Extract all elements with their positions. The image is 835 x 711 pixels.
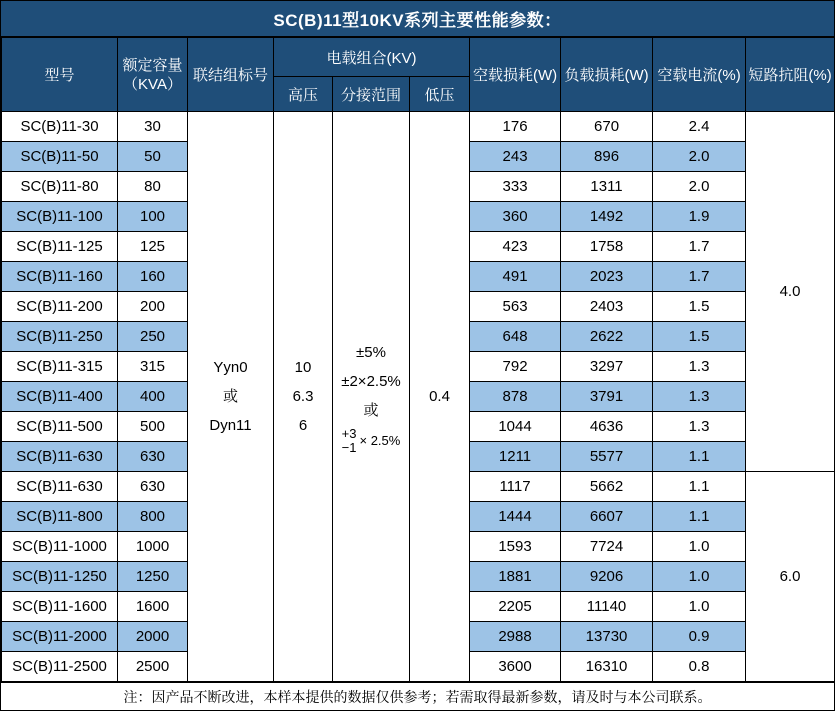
- cell-model: SC(B)11-250: [2, 322, 118, 352]
- cell-capacity: 500: [118, 412, 188, 442]
- cell-model: SC(B)11-400: [2, 382, 118, 412]
- cell-no-load-current: 1.0: [653, 532, 746, 562]
- cell-model: SC(B)11-100: [2, 202, 118, 232]
- cell-no-load-loss: 1881: [470, 562, 561, 592]
- cell-model: SC(B)11-1000: [2, 532, 118, 562]
- cell-capacity: 2000: [118, 622, 188, 652]
- cell-impedance-group2: 6.0: [746, 472, 835, 682]
- cell-capacity: 250: [118, 322, 188, 352]
- cell-capacity: 630: [118, 442, 188, 472]
- cell-model: SC(B)11-800: [2, 502, 118, 532]
- cell-no-load-current: 1.7: [653, 232, 746, 262]
- cell-model: SC(B)11-1600: [2, 592, 118, 622]
- cell-no-load-loss: 2988: [470, 622, 561, 652]
- header-voltage-combination: 电载组合(KV): [274, 38, 470, 77]
- header-tap-range: 分接范围: [333, 77, 410, 112]
- header-no-load-current: 空载电流(%): [653, 38, 746, 112]
- cell-no-load-loss: 1117: [470, 472, 561, 502]
- cell-capacity: 200: [118, 292, 188, 322]
- cell-model: SC(B)11-630: [2, 472, 118, 502]
- cell-load-loss: 1311: [561, 172, 653, 202]
- cell-no-load-current: 1.1: [653, 472, 746, 502]
- cell-connection-group: Yyn0 或 Dyn11: [188, 112, 274, 682]
- header-hv: 高压: [274, 77, 333, 112]
- cell-no-load-current: 2.4: [653, 112, 746, 142]
- cell-model: SC(B)11-315: [2, 352, 118, 382]
- page-title: SC(B)11型10KV系列主要性能参数：: [1, 1, 834, 37]
- header-connection-group: 联结组标号: [188, 38, 274, 112]
- cell-no-load-current: 2.0: [653, 172, 746, 202]
- cell-no-load-current: 2.0: [653, 142, 746, 172]
- cell-model: SC(B)11-2000: [2, 622, 118, 652]
- cell-load-loss: 6607: [561, 502, 653, 532]
- cell-no-load-loss: 491: [470, 262, 561, 292]
- cell-no-load-loss: 1593: [470, 532, 561, 562]
- cell-model: SC(B)11-50: [2, 142, 118, 172]
- cell-load-loss: 7724: [561, 532, 653, 562]
- cell-load-loss: 3297: [561, 352, 653, 382]
- cell-no-load-current: 1.0: [653, 592, 746, 622]
- cell-no-load-current: 1.3: [653, 352, 746, 382]
- cell-no-load-current: 1.5: [653, 292, 746, 322]
- cell-load-loss: 1492: [561, 202, 653, 232]
- cell-load-loss: 1758: [561, 232, 653, 262]
- cell-load-loss: 5662: [561, 472, 653, 502]
- cell-capacity: 1250: [118, 562, 188, 592]
- cell-load-loss: 11140: [561, 592, 653, 622]
- spec-table: [1, 37, 835, 682]
- cell-model: SC(B)11-1250: [2, 562, 118, 592]
- cell-load-loss: 9206: [561, 562, 653, 592]
- cell-model: SC(B)11-630: [2, 442, 118, 472]
- cell-load-loss: 670: [561, 112, 653, 142]
- cell-capacity: 100: [118, 202, 188, 232]
- cell-model: SC(B)11-80: [2, 172, 118, 202]
- cell-capacity: 50: [118, 142, 188, 172]
- cell-no-load-loss: 792: [470, 352, 561, 382]
- cell-load-loss: 4636: [561, 412, 653, 442]
- cell-model: SC(B)11-2500: [2, 652, 118, 682]
- cell-lv: 0.4: [410, 112, 470, 682]
- header-lv: 低压: [410, 77, 470, 112]
- cell-hv: 10 6.3 6: [274, 112, 333, 682]
- cell-capacity: 30: [118, 112, 188, 142]
- cell-capacity: 160: [118, 262, 188, 292]
- header-no-load-loss: 空载损耗(W): [470, 38, 561, 112]
- cell-capacity: 1600: [118, 592, 188, 622]
- cell-no-load-loss: 360: [470, 202, 561, 232]
- cell-no-load-loss: 3600: [470, 652, 561, 682]
- cell-no-load-loss: 563: [470, 292, 561, 322]
- cell-load-loss: 896: [561, 142, 653, 172]
- cell-capacity: 800: [118, 502, 188, 532]
- cell-capacity: 125: [118, 232, 188, 262]
- cell-load-loss: 3791: [561, 382, 653, 412]
- cell-no-load-loss: 1444: [470, 502, 561, 532]
- cell-load-loss: 2023: [561, 262, 653, 292]
- cell-model: SC(B)11-125: [2, 232, 118, 262]
- cell-no-load-current: 1.7: [653, 262, 746, 292]
- table-row: [2, 112, 835, 142]
- cell-load-loss: 2403: [561, 292, 653, 322]
- cell-no-load-current: 1.1: [653, 502, 746, 532]
- header-capacity: 额定容量 （KVA）: [118, 38, 188, 112]
- cell-load-loss: 16310: [561, 652, 653, 682]
- cell-capacity: 80: [118, 172, 188, 202]
- cell-no-load-loss: 243: [470, 142, 561, 172]
- cell-capacity: 315: [118, 352, 188, 382]
- cell-no-load-current: 0.9: [653, 622, 746, 652]
- cell-load-loss: 2622: [561, 322, 653, 352]
- cell-no-load-current: 1.5: [653, 322, 746, 352]
- header-load-loss: 负载损耗(W): [561, 38, 653, 112]
- cell-no-load-loss: 176: [470, 112, 561, 142]
- footer-note: 注：因产品不断改进，本样本提供的数据仅供参考；若需取得最新参数，请及时与本公司联系。: [1, 682, 834, 710]
- cell-model: SC(B)11-160: [2, 262, 118, 292]
- cell-no-load-loss: 2205: [470, 592, 561, 622]
- cell-no-load-current: 1.3: [653, 412, 746, 442]
- cell-model: SC(B)11-30: [2, 112, 118, 142]
- cell-capacity: 1000: [118, 532, 188, 562]
- cell-model: SC(B)11-500: [2, 412, 118, 442]
- cell-no-load-current: 0.8: [653, 652, 746, 682]
- cell-no-load-loss: 648: [470, 322, 561, 352]
- tap-fraction: +3 −1 × 2.5%: [341, 426, 401, 455]
- cell-impedance-group1: 4.0: [746, 112, 835, 472]
- cell-load-loss: 13730: [561, 622, 653, 652]
- cell-no-load-loss: 423: [470, 232, 561, 262]
- cell-no-load-loss: 1044: [470, 412, 561, 442]
- cell-no-load-current: 1.9: [653, 202, 746, 232]
- cell-tap-range: ±5% ±2×2.5% 或 +3 −1 × 2.5%: [333, 112, 410, 682]
- cell-no-load-loss: 1211: [470, 442, 561, 472]
- cell-no-load-current: 1.1: [653, 442, 746, 472]
- cell-capacity: 2500: [118, 652, 188, 682]
- cell-no-load-loss: 333: [470, 172, 561, 202]
- cell-no-load-current: 1.0: [653, 562, 746, 592]
- header-impedance: 短路抗阻(%): [746, 38, 835, 112]
- cell-load-loss: 5577: [561, 442, 653, 472]
- cell-no-load-loss: 878: [470, 382, 561, 412]
- header-model: 型号: [2, 38, 118, 112]
- cell-no-load-current: 1.3: [653, 382, 746, 412]
- cell-capacity: 400: [118, 382, 188, 412]
- cell-capacity: 630: [118, 472, 188, 502]
- cell-model: SC(B)11-200: [2, 292, 118, 322]
